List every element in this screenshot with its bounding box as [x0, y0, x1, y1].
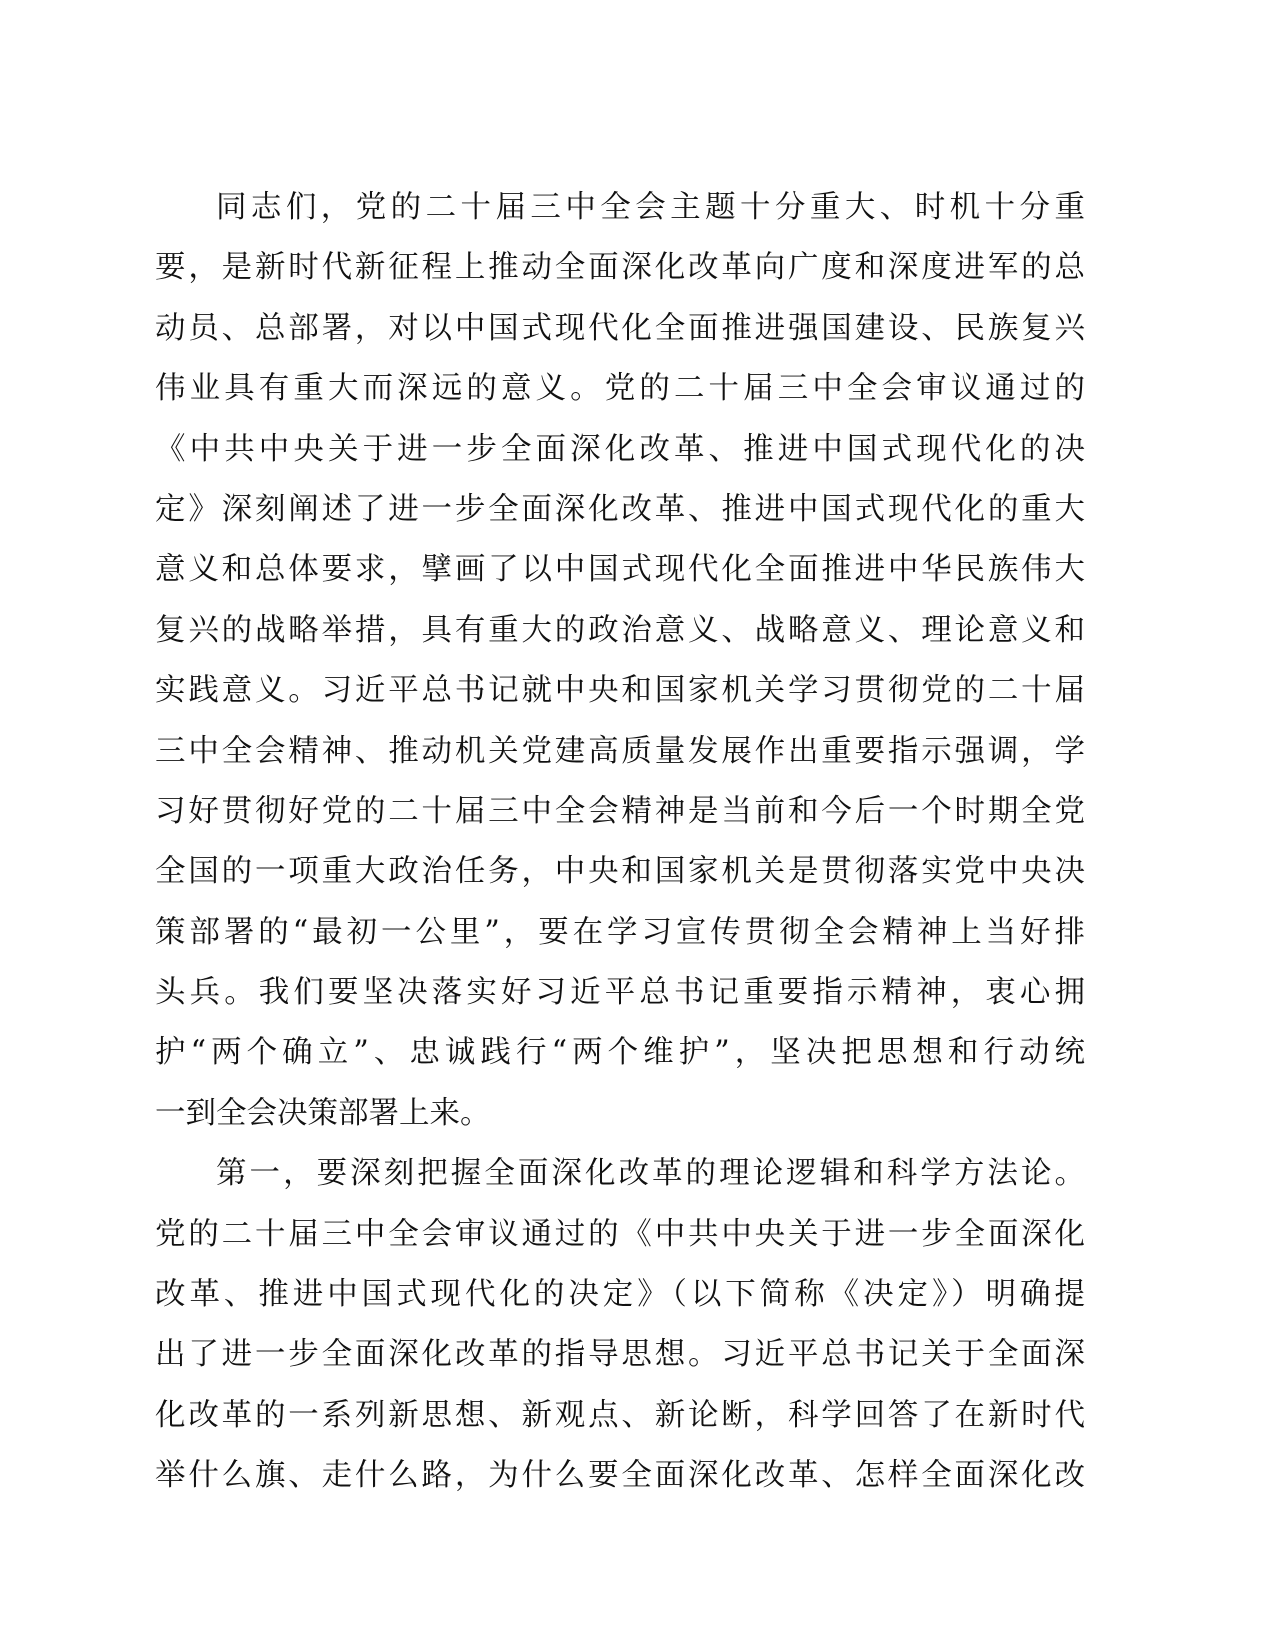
text-line: 《中共中央关于进一步全面深化改革、推进中国式现代化的决	[155, 431, 1085, 467]
text-line: 实践意义。习近平总书记就中央和国家机关学习贯彻党的二十届	[155, 673, 1085, 709]
text-line: 复兴的战略举措，具有重大的政治意义、战略意义、理论意义和	[155, 612, 1085, 648]
text-line: 动员、总部署，对以中国式现代化全面推进强国建设、民族复兴	[155, 310, 1085, 346]
text-line: 要，是新时代新征程上推动全面深化改革向广度和深度进军的总	[155, 250, 1085, 286]
text-line: 同志们，党的二十届三中全会主题十分重大、时机十分重	[216, 190, 1085, 225]
text-line: 党的二十届三中全会审议通过的《中共中央关于进一步全面深化	[155, 1216, 1085, 1252]
text-line: 三中全会精神、推动机关党建高质量发展作出重要指示强调，学	[155, 733, 1085, 769]
text-line: 举什么旗、走什么路，为什么要全面深化改革、怎样全面深化改	[155, 1458, 1085, 1494]
document-body	[155, 178, 1085, 1507]
text-line: 出了进一步全面深化改革的指导思想。习近平总书记关于全面深	[155, 1337, 1085, 1373]
text-line: 改革、推进中国式现代化的决定》（以下简称《决定》）明确提	[155, 1277, 1085, 1313]
text-line: 伟业具有重大而深远的意义。党的二十届三中全会审议通过的	[155, 371, 1085, 407]
text-line: 习好贯彻好党的二十届三中全会精神是当前和今后一个时期全党	[155, 793, 1085, 829]
paragraph-2	[155, 1144, 1085, 1506]
paragraph-1	[155, 178, 1085, 1144]
text-line: 一到全会决策部署上来。	[155, 1095, 491, 1131]
text-line: 意义和总体要求，擘画了以中国式现代化全面推进中华民族伟大	[155, 552, 1085, 588]
text-line: 定》深刻阐述了进一步全面深化改革、推进中国式现代化的重大	[155, 491, 1085, 527]
text-line: 头兵。我们要坚决落实好习近平总书记重要指示精神，衷心拥	[155, 975, 1085, 1011]
text-line: 护“两个确立”、忠诚践行“两个维护”，坚决把思想和行动统	[155, 1035, 1085, 1071]
text-line: 第一，要深刻把握全面深化改革的理论逻辑和科学方法论。	[216, 1156, 1085, 1192]
text-line: 全国的一项重大政治任务，中央和国家机关是贯彻落实党中央决	[155, 854, 1085, 890]
text-line: 策部署的“最初一公里”，要在学习宣传贯彻全会精神上当好排	[155, 914, 1085, 950]
text-line: 化改革的一系列新思想、新观点、新论断，科学回答了在新时代	[155, 1397, 1085, 1433]
